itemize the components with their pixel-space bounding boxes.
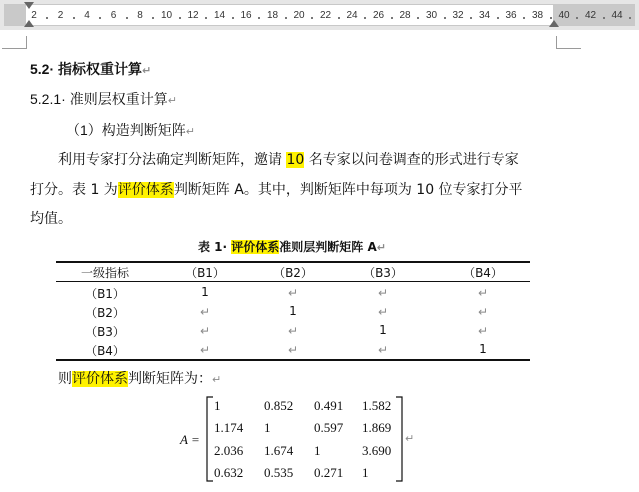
ruler-number: 38 xyxy=(531,10,544,21)
ruler-tick xyxy=(391,17,393,19)
table-cell: ↵ xyxy=(199,305,211,319)
matrix-cell: 2.036 xyxy=(214,443,244,458)
table-cell: 1 xyxy=(479,342,487,356)
ruler-tick xyxy=(73,17,75,19)
ruler-number: 40 xyxy=(558,10,570,21)
table-cell: ↵ xyxy=(477,324,489,338)
ruler-tick xyxy=(444,17,446,19)
table-cell: （B2） xyxy=(85,306,125,320)
ruler-tick xyxy=(311,17,313,19)
paragraph-line-3: 均值。 xyxy=(30,211,72,227)
right-indent-marker[interactable] xyxy=(549,20,559,27)
table-header-rule xyxy=(56,281,530,282)
ruler-number: 28 xyxy=(399,10,411,21)
table-cell: 1 xyxy=(289,304,297,318)
ruler-tick xyxy=(603,17,605,19)
matrix-cell: 1 xyxy=(362,465,369,480)
heading-5-2-1: 5.2.1· 准则层权重计算↵ xyxy=(30,91,177,107)
crop-mark-right xyxy=(556,36,581,49)
table-cell: ↵ xyxy=(199,343,211,357)
table-cell: ↵ xyxy=(199,324,211,338)
ruler-number: 34 xyxy=(478,10,491,21)
paragraph-line-1: 利用专家打分法确定判断矩阵，邀请 10 名专家以问卷调查的形式进行专家 xyxy=(58,152,519,168)
matrix-cell: 0.852 xyxy=(264,398,294,413)
table-cell: ↵ xyxy=(477,305,489,319)
table-cell: ↵ xyxy=(287,286,299,300)
table-cell: ↵ xyxy=(377,305,389,319)
ruler-number: 8 xyxy=(137,10,143,21)
table-cell: ↵ xyxy=(287,343,299,357)
matrix-cell: 1 xyxy=(214,398,221,413)
first-line-indent-marker[interactable] xyxy=(24,2,34,9)
table-cell: 1 xyxy=(379,323,387,337)
ruler-number: 44 xyxy=(611,10,623,21)
matrix-cell: 1 xyxy=(264,420,271,435)
left-indent-marker[interactable] xyxy=(24,20,34,27)
table-header-0: 一级指标 xyxy=(80,266,130,280)
matrix-cell: 3.690 xyxy=(362,443,392,458)
ruler-number: 18 xyxy=(266,10,279,21)
caption-highlight: 评价体系 xyxy=(231,240,280,254)
table-cell: ↵ xyxy=(477,286,489,300)
ruler-number: 22 xyxy=(319,10,332,21)
ruler-number: 6 xyxy=(110,10,117,21)
matrix-label: A = xyxy=(180,432,200,447)
ruler-number: 4 xyxy=(84,10,90,21)
table-header-3: （B3） xyxy=(363,266,403,280)
matrix-cell: 1.674 xyxy=(264,443,294,458)
ruler-tick xyxy=(417,17,419,19)
matrix-intro-highlight: 评价体系 xyxy=(72,371,128,387)
table-bottom-rule xyxy=(56,359,530,361)
matrix-cell: 0.632 xyxy=(214,465,244,480)
ruler-number: 16 xyxy=(240,10,252,21)
ruler-tick xyxy=(285,17,287,19)
ruler-number: 10 xyxy=(160,10,173,21)
ruler-number: 30 xyxy=(425,10,438,21)
matrix-cell: 1.174 xyxy=(214,420,244,435)
ruler-strip xyxy=(4,4,635,26)
ruler-tick xyxy=(338,17,340,19)
crop-mark-left xyxy=(2,36,27,49)
matrix-cell: 1.582 xyxy=(362,398,392,413)
ruler-tick xyxy=(232,17,234,19)
ruler-number: 36 xyxy=(505,10,517,21)
heading-construct-matrix: （1）构造判断矩阵↵ xyxy=(66,122,196,138)
highlight-10: 10 xyxy=(286,152,305,168)
ruler-tick xyxy=(470,17,472,19)
table-header-2: （B2） xyxy=(273,266,313,280)
ruler-number: 2 xyxy=(57,10,64,21)
ruler-tick xyxy=(550,17,552,19)
table-cell: ↵ xyxy=(377,343,389,357)
ruler-number: 42 xyxy=(584,10,597,21)
ruler-tick xyxy=(99,17,101,19)
ruler-tick xyxy=(46,17,48,19)
ruler-number: 12 xyxy=(187,10,199,21)
ruler-tick xyxy=(152,17,154,19)
ruler-tick xyxy=(364,17,366,19)
ruler-number: 24 xyxy=(346,10,358,21)
highlight-eval-system: 评价体系 xyxy=(117,182,174,198)
matrix-cell: 0.535 xyxy=(264,465,294,480)
table-caption: 表 1· 评价体系准则层判断矩阵 A↵ xyxy=(198,240,386,254)
left-margin-shade xyxy=(4,5,26,25)
table-header-1: （B1） xyxy=(185,266,225,280)
ruler-tick xyxy=(576,17,578,19)
matrix-cell: 0.271 xyxy=(314,465,344,480)
matrix-intro: 则评价体系判断矩阵为：↵ xyxy=(58,371,222,387)
ruler-number: 20 xyxy=(293,10,305,21)
ruler-tick xyxy=(497,17,499,19)
matrix-cell: 0.597 xyxy=(314,420,344,435)
ruler-number: 2 xyxy=(31,10,37,21)
paragraph-line-2: 打分。表 1 为评价体系判断矩阵 A。其中，判断矩阵中每项为 10 位专家打分平 xyxy=(30,182,523,198)
ruler-tick xyxy=(179,17,181,19)
table-cell: ↵ xyxy=(377,286,389,300)
ruler-number: 32 xyxy=(452,10,464,21)
table-top-rule xyxy=(56,261,530,263)
ruler-tick xyxy=(629,17,631,19)
table-cell: （B3） xyxy=(85,325,125,339)
ruler-tick xyxy=(126,17,128,19)
table-cell: （B1） xyxy=(85,287,125,301)
matrix-cell: 1 xyxy=(314,443,321,458)
horizontal-ruler[interactable] xyxy=(0,0,639,30)
ruler-tick xyxy=(523,17,525,19)
matrix-cell: 1.869 xyxy=(362,420,392,435)
matrix-paragraph-mark: ↵ xyxy=(405,432,415,445)
heading-5-2: 5.2· 指标权重计算↵ xyxy=(30,61,152,77)
table-cell: 1 xyxy=(201,285,209,299)
ruler-number: 14 xyxy=(213,10,226,21)
table-header-4: （B4） xyxy=(463,266,503,280)
matrix-cell: 0.491 xyxy=(314,398,344,413)
table-cell: ↵ xyxy=(287,324,299,338)
table-cell: （B4） xyxy=(85,344,125,358)
ruler-tick xyxy=(258,17,260,19)
ruler-number: 26 xyxy=(372,10,385,21)
ruler-tick xyxy=(205,17,207,19)
